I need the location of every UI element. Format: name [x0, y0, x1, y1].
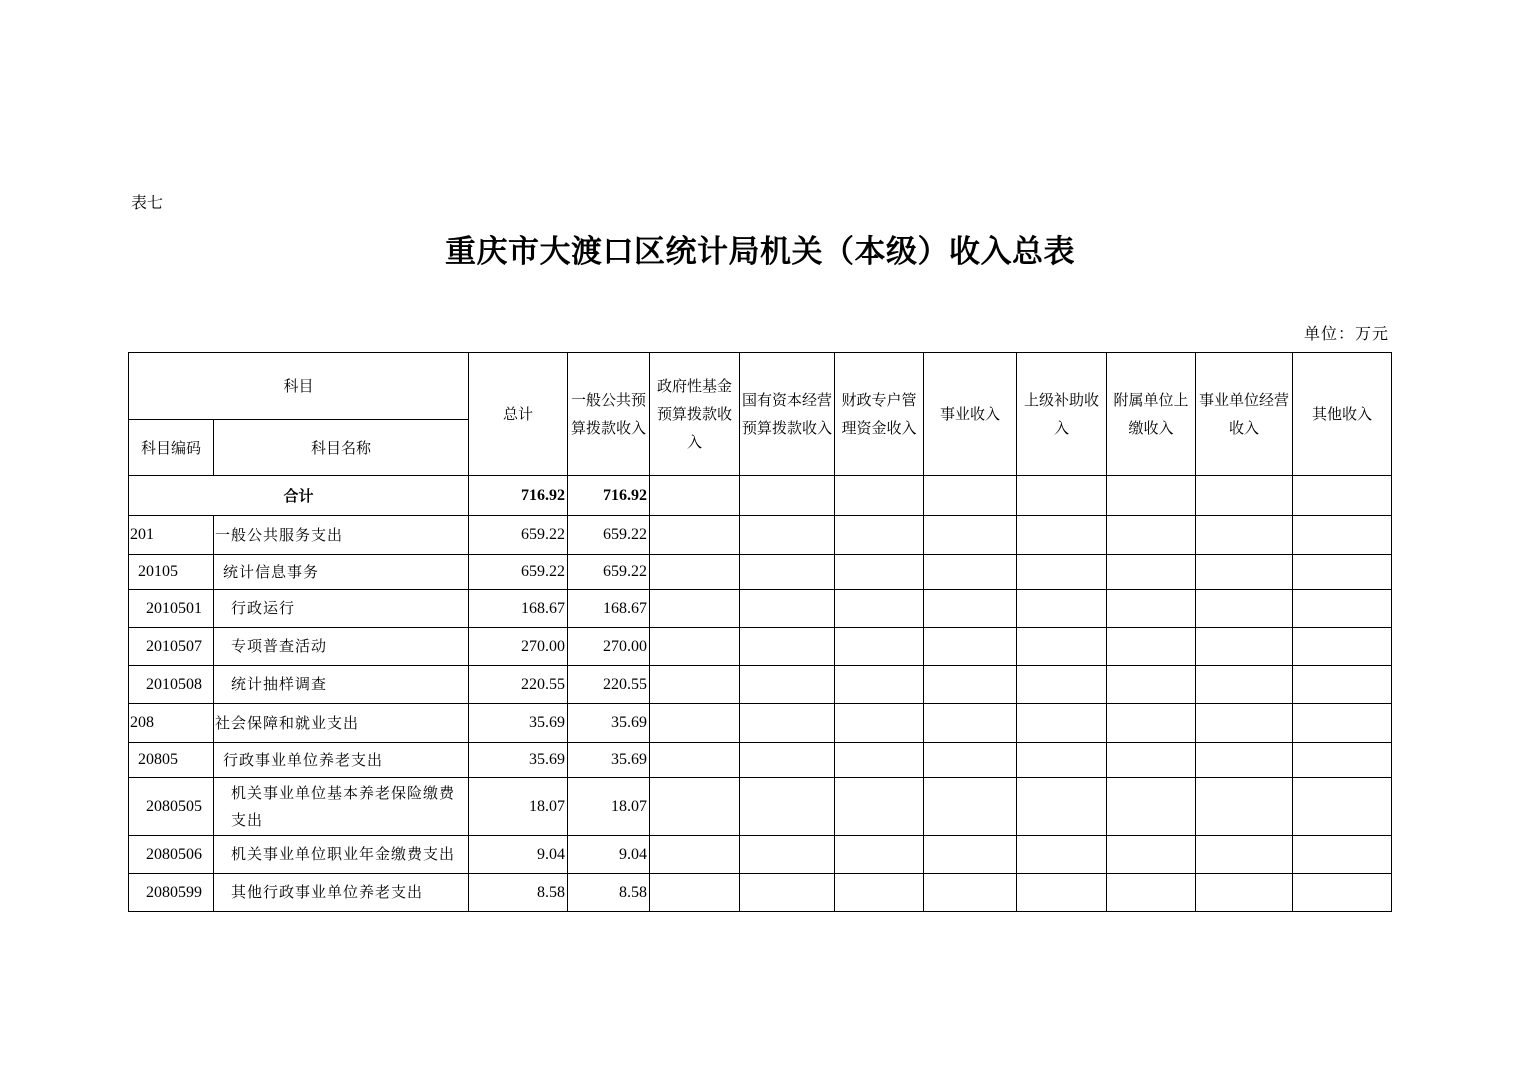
- subject-code-cell: 2080505: [129, 778, 214, 836]
- empty-cell: [1107, 555, 1196, 590]
- total-cell: 9.04: [469, 836, 568, 874]
- empty-cell: [1293, 476, 1392, 516]
- header-special-account: 财政专户管理资金收入: [835, 353, 924, 476]
- empty-cell: [1293, 836, 1392, 874]
- empty-cell: [1107, 874, 1196, 912]
- total-cell: 35.69: [469, 743, 568, 778]
- empty-cell: [1293, 516, 1392, 555]
- total-row: [129, 476, 1392, 516]
- empty-cell: [924, 666, 1017, 704]
- header-business-income: 事业收入: [924, 353, 1017, 476]
- empty-cell: [650, 666, 740, 704]
- table-row: [129, 516, 1392, 555]
- table-row: [129, 666, 1392, 704]
- empty-cell: [1017, 666, 1107, 704]
- subject-name-cell: 机关事业单位职业年金缴费支出: [214, 836, 469, 874]
- total-cell: 659.22: [469, 555, 568, 590]
- empty-cell: [1017, 590, 1107, 628]
- empty-cell: [1017, 476, 1107, 516]
- empty-cell: [740, 743, 835, 778]
- income-summary-table: [128, 352, 1392, 912]
- general-budget-cell: 270.00: [568, 628, 650, 666]
- empty-cell: [835, 874, 924, 912]
- empty-cell: [835, 836, 924, 874]
- header-subject-name: 科目名称: [214, 420, 469, 476]
- header-state-capital: 国有资本经营预算拨款收入: [740, 353, 835, 476]
- subject-name-cell: 统计抽样调查: [214, 666, 469, 704]
- total-general-budget: 716.92: [568, 476, 650, 516]
- general-budget-cell: 220.55: [568, 666, 650, 704]
- empty-cell: [1196, 778, 1293, 836]
- empty-cell: [1293, 743, 1392, 778]
- subject-code-cell: 20805: [129, 743, 214, 778]
- empty-cell: [924, 743, 1017, 778]
- empty-cell: [1196, 666, 1293, 704]
- page-title: 重庆市大渡口区统计局机关（本级）收入总表: [445, 234, 1075, 270]
- general-budget-cell: 35.69: [568, 743, 650, 778]
- header-other-income: 其他收入: [1293, 353, 1392, 476]
- empty-cell: [740, 666, 835, 704]
- empty-cell: [924, 476, 1017, 516]
- header-gov-fund: 政府性基金预算拨款收入: [650, 353, 740, 476]
- empty-cell: [924, 590, 1017, 628]
- empty-cell: [835, 476, 924, 516]
- empty-cell: [1107, 704, 1196, 743]
- empty-cell: [1017, 874, 1107, 912]
- subject-name-cell: 社会保障和就业支出: [214, 704, 469, 743]
- empty-cell: [740, 590, 835, 628]
- table-row: [129, 590, 1392, 628]
- empty-cell: [1196, 590, 1293, 628]
- subject-code-cell: 20105: [129, 555, 214, 590]
- empty-cell: [650, 516, 740, 555]
- empty-cell: [1107, 836, 1196, 874]
- total-label: 合计: [129, 476, 469, 516]
- header-general-budget: 一般公共预算拨款收入: [568, 353, 650, 476]
- subject-name-cell: 机关事业单位基本养老保险缴费支出: [214, 778, 469, 836]
- empty-cell: [1107, 476, 1196, 516]
- subject-code-cell: 201: [129, 516, 214, 555]
- empty-cell: [1293, 704, 1392, 743]
- table-row: [129, 874, 1392, 912]
- empty-cell: [1293, 874, 1392, 912]
- table-row: [129, 628, 1392, 666]
- empty-cell: [924, 628, 1017, 666]
- general-budget-cell: 659.22: [568, 516, 650, 555]
- empty-cell: [650, 836, 740, 874]
- empty-cell: [1196, 476, 1293, 516]
- empty-cell: [1196, 704, 1293, 743]
- empty-cell: [740, 704, 835, 743]
- subject-code-cell: 208: [129, 704, 214, 743]
- empty-cell: [740, 778, 835, 836]
- empty-cell: [1293, 555, 1392, 590]
- header-total: 总计: [469, 353, 568, 476]
- general-budget-cell: 168.67: [568, 590, 650, 628]
- table-row: [129, 778, 1392, 836]
- empty-cell: [835, 590, 924, 628]
- empty-cell: [1196, 555, 1293, 590]
- empty-cell: [740, 836, 835, 874]
- table-label: 表七: [131, 193, 164, 212]
- empty-cell: [1017, 743, 1107, 778]
- empty-cell: [835, 666, 924, 704]
- subject-name-cell: 其他行政事业单位养老支出: [214, 874, 469, 912]
- empty-cell: [1017, 516, 1107, 555]
- total-cell: 8.58: [469, 874, 568, 912]
- empty-cell: [1293, 666, 1392, 704]
- empty-cell: [1017, 555, 1107, 590]
- general-budget-cell: 18.07: [568, 778, 650, 836]
- subject-code-cell: 2080506: [129, 836, 214, 874]
- empty-cell: [1107, 778, 1196, 836]
- empty-cell: [740, 874, 835, 912]
- empty-cell: [924, 516, 1017, 555]
- empty-cell: [650, 778, 740, 836]
- empty-cell: [1293, 778, 1392, 836]
- unit-label: 单位：万元: [1303, 324, 1389, 343]
- table-row: [129, 836, 1392, 874]
- empty-cell: [1017, 836, 1107, 874]
- empty-cell: [650, 476, 740, 516]
- empty-cell: [924, 555, 1017, 590]
- header-operating-income: 事业单位经营收入: [1196, 353, 1293, 476]
- total-cell: 659.22: [469, 516, 568, 555]
- empty-cell: [835, 555, 924, 590]
- empty-cell: [650, 555, 740, 590]
- table-row: [129, 743, 1392, 778]
- total-cell: 270.00: [469, 628, 568, 666]
- total-total: 716.92: [469, 476, 568, 516]
- table-row: [129, 704, 1392, 743]
- empty-cell: [1196, 628, 1293, 666]
- subject-code-cell: 2010508: [129, 666, 214, 704]
- general-budget-cell: 9.04: [568, 836, 650, 874]
- header-subject-code: 科目编码: [129, 420, 214, 476]
- header-superior-subsidy: 上级补助收入: [1017, 353, 1107, 476]
- empty-cell: [650, 743, 740, 778]
- empty-cell: [835, 628, 924, 666]
- total-cell: 220.55: [469, 666, 568, 704]
- table-row: [129, 555, 1392, 590]
- general-budget-cell: 35.69: [568, 704, 650, 743]
- empty-cell: [1293, 628, 1392, 666]
- empty-cell: [924, 778, 1017, 836]
- subject-code-cell: 2010507: [129, 628, 214, 666]
- empty-cell: [1107, 666, 1196, 704]
- empty-cell: [835, 516, 924, 555]
- empty-cell: [1107, 743, 1196, 778]
- empty-cell: [1107, 628, 1196, 666]
- empty-cell: [650, 590, 740, 628]
- empty-cell: [650, 704, 740, 743]
- empty-cell: [1196, 874, 1293, 912]
- total-cell: 18.07: [469, 778, 568, 836]
- empty-cell: [924, 704, 1017, 743]
- general-budget-cell: 8.58: [568, 874, 650, 912]
- empty-cell: [835, 778, 924, 836]
- empty-cell: [650, 874, 740, 912]
- header-subject: 科目: [129, 353, 469, 420]
- empty-cell: [835, 704, 924, 743]
- subject-name-cell: 专项普查活动: [214, 628, 469, 666]
- empty-cell: [1107, 516, 1196, 555]
- total-cell: 168.67: [469, 590, 568, 628]
- subject-name-cell: 行政事业单位养老支出: [214, 743, 469, 778]
- subject-name-cell: 一般公共服务支出: [214, 516, 469, 555]
- empty-cell: [740, 516, 835, 555]
- subject-code-cell: 2080599: [129, 874, 214, 912]
- empty-cell: [1017, 778, 1107, 836]
- empty-cell: [835, 743, 924, 778]
- empty-cell: [924, 836, 1017, 874]
- total-cell: 35.69: [469, 704, 568, 743]
- empty-cell: [1196, 516, 1293, 555]
- subject-name-cell: 行政运行: [214, 590, 469, 628]
- empty-cell: [740, 628, 835, 666]
- subject-name-cell: 统计信息事务: [214, 555, 469, 590]
- general-budget-cell: 659.22: [568, 555, 650, 590]
- empty-cell: [1196, 836, 1293, 874]
- empty-cell: [740, 555, 835, 590]
- empty-cell: [1017, 704, 1107, 743]
- empty-cell: [1293, 590, 1392, 628]
- empty-cell: [740, 476, 835, 516]
- empty-cell: [1107, 590, 1196, 628]
- empty-cell: [1196, 743, 1293, 778]
- empty-cell: [650, 628, 740, 666]
- subject-code-cell: 2010501: [129, 590, 214, 628]
- empty-cell: [924, 874, 1017, 912]
- header-affiliated-payment: 附属单位上缴收入: [1107, 353, 1196, 476]
- empty-cell: [1017, 628, 1107, 666]
